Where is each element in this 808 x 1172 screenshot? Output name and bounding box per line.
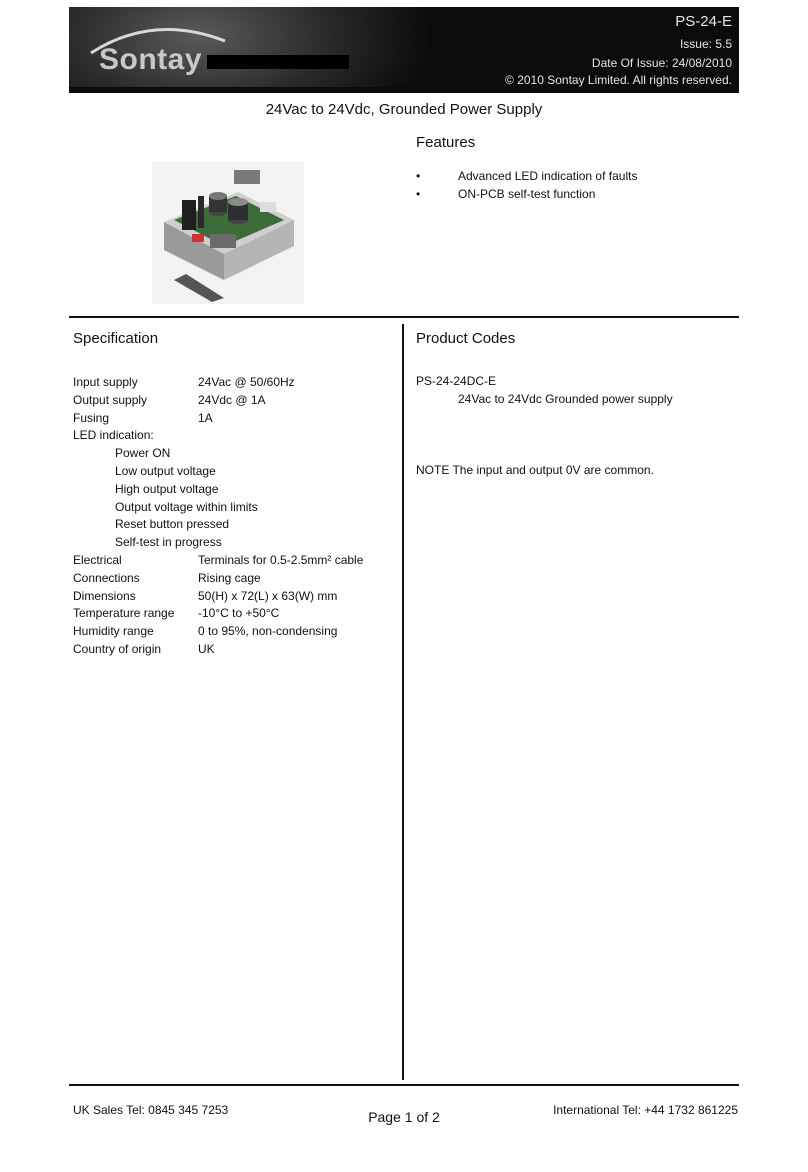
international-phone: International Tel: +44 1732 861225 bbox=[553, 1103, 738, 1117]
issue-date: Date Of Issue: 24/08/2010 bbox=[591, 56, 732, 70]
spec-row: Connections Rising cage bbox=[73, 570, 261, 585]
spec-row: LED indication: bbox=[73, 428, 154, 443]
product-code: PS-24-E bbox=[675, 13, 732, 30]
spec-row: Self-test in progress bbox=[115, 535, 222, 550]
feature-item: • ON-PCB self-test function bbox=[416, 187, 596, 201]
spec-row: Output supply 24Vdc @ 1A bbox=[73, 392, 266, 407]
document-header bbox=[69, 7, 739, 93]
page-number: Page 1 of 2 bbox=[368, 1109, 440, 1125]
feature-item: • Advanced LED indication of faults bbox=[416, 169, 638, 183]
product-codes-heading: Product Codes bbox=[416, 330, 516, 347]
logo-redaction-bar bbox=[207, 55, 349, 69]
section-divider-top bbox=[69, 316, 739, 318]
issue-number: Issue: 5.5 bbox=[679, 37, 732, 51]
spec-row: Fusing 1A bbox=[73, 410, 213, 425]
product-photo bbox=[152, 162, 304, 304]
spec-row: Electrical Terminals for 0.5-2.5mm² cable bbox=[73, 552, 364, 567]
column-divider bbox=[402, 324, 404, 1080]
spec-row: Temperature range -10°C to +50°C bbox=[73, 606, 280, 621]
spec-row: Input supply 24Vac @ 50/60Hz bbox=[73, 375, 295, 389]
spec-row: Output voltage within limits bbox=[115, 499, 258, 514]
spec-row: Low output voltage bbox=[115, 463, 216, 478]
document-title: 24Vac to 24Vdc, Grounded Power Supply bbox=[265, 101, 543, 118]
brand-logo: Sontay bbox=[99, 43, 203, 76]
specification-heading: Specification bbox=[73, 330, 159, 347]
spec-row: Power ON bbox=[115, 446, 171, 461]
specification-list bbox=[73, 374, 393, 659]
uk-sales-phone: UK Sales Tel: 0845 345 7253 bbox=[73, 1103, 229, 1117]
spec-row: Dimensions 50(H) x 72(L) x 63(W) mm bbox=[73, 588, 338, 603]
bullet-icon: • bbox=[416, 169, 421, 183]
spec-row: Reset button pressed bbox=[115, 517, 230, 532]
product-code-description: 24Vac to 24Vdc Grounded power supply bbox=[458, 392, 673, 406]
copyright-notice: © 2010 Sontay Limited. All rights reserved. bbox=[505, 73, 732, 87]
spec-row: Humidity range 0 to 95%, non-condensing bbox=[73, 624, 338, 639]
bullet-icon: • bbox=[416, 187, 421, 201]
spec-row: Country of origin UK bbox=[73, 641, 215, 656]
section-divider-bottom bbox=[69, 1084, 739, 1086]
product-note: NOTE The input and output 0V are common. bbox=[416, 463, 654, 477]
product-code-entry: PS-24-24DC-E bbox=[416, 374, 497, 388]
spec-row: High output voltage bbox=[115, 481, 219, 496]
features-heading: Features bbox=[416, 134, 476, 151]
